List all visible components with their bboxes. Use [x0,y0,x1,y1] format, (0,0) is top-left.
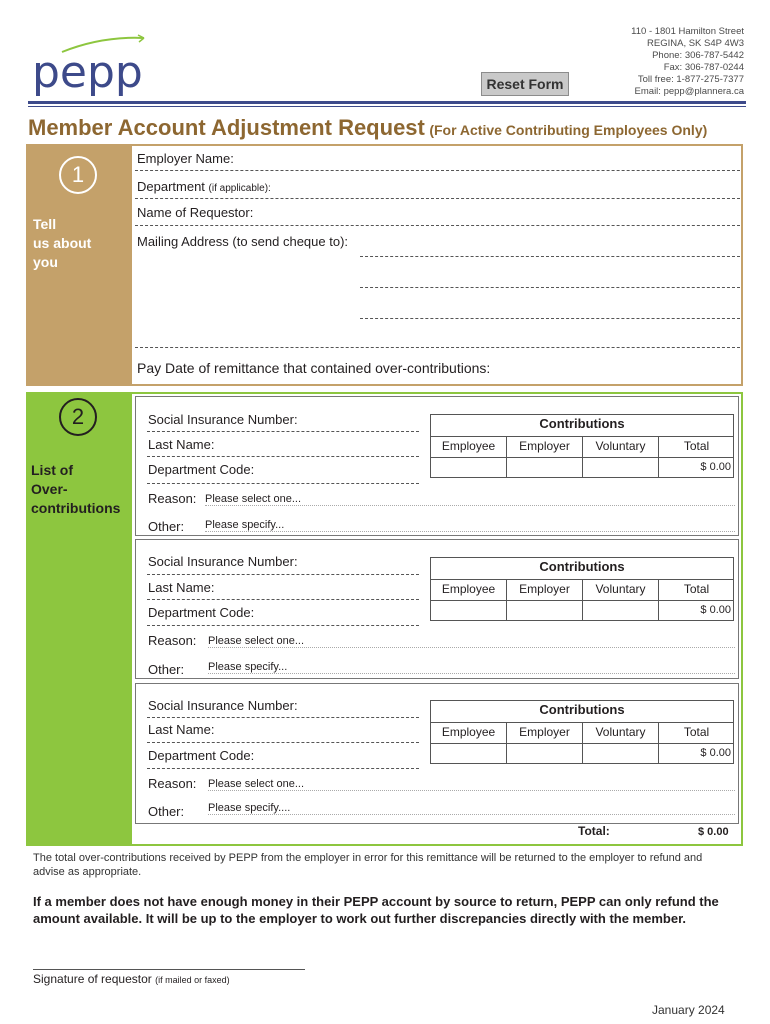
contributions-title: Contributions [539,559,625,574]
mailing-address-label: Mailing Address (to send cheque to): [137,234,349,249]
contact-address [631,26,744,98]
title-sub: (For Active Contributing Employees Only) [429,122,708,138]
pay-date-label: Pay Date of remittance that contained over-contributions: [137,360,491,376]
form-date: January 2024 [652,1003,725,1017]
sin-field[interactable] [147,574,419,575]
last-name-field[interactable] [147,599,419,600]
department-field[interactable] [135,198,740,199]
last-name-label: Last Name: [148,722,215,737]
col-total: Total [658,722,734,743]
grand-total-value: $ 0.00 [698,826,729,838]
pepp-logo [32,32,152,100]
col-total: Total [658,436,734,457]
employer-amount-input[interactable] [506,600,582,621]
reason-label: Reason: [148,491,197,506]
dept-code-field[interactable] [147,625,419,626]
employee-amount-input[interactable] [431,743,506,764]
dept-code-label: Department Code: [148,605,255,620]
dept-code-field[interactable] [147,483,419,484]
fax-line: Fax: 306-787-0244 [663,62,744,73]
reason-label: Reason: [148,776,197,791]
entry-total: $ 0.00 [658,600,734,621]
refund-note: The total over-contributions received by PEPP from the employer in error for this remittance will be returned to the employer to refund and advise as appropriate. [33,852,703,878]
mailing-address-line-2[interactable] [360,287,740,288]
sin-label: Social Insurance Number: [148,698,298,713]
signature-label: Signature of requestor (if mailed or faxed) [33,972,230,986]
col-total: Total [658,579,734,600]
reset-form-button[interactable]: Reset Form [481,72,569,96]
employer-amount-input[interactable] [506,743,582,764]
voluntary-amount-input[interactable] [582,600,658,621]
employer-name-label: Employer Name: [137,151,234,166]
last-name-field[interactable] [147,742,419,743]
sin-label: Social Insurance Number: [148,412,298,427]
header-divider-thin [28,106,746,107]
reason-label: Reason: [148,633,197,648]
reason-select[interactable]: Please select one... [208,778,735,791]
other-label: Other: [148,804,185,819]
last-name-field[interactable] [147,456,419,457]
sin-label: Social Insurance Number: [148,554,298,569]
voluntary-amount-input[interactable] [582,743,658,764]
dept-code-label: Department Code: [148,462,255,477]
department-label: Department (if applicable): [137,179,271,194]
dept-code-field[interactable] [147,768,419,769]
section-1-box [26,144,743,386]
other-input[interactable]: Please specify... [205,519,735,532]
header-divider [28,101,746,104]
section-1-divider [135,347,740,348]
employer-amount-input[interactable] [506,457,582,478]
mailing-address-line-3[interactable] [360,318,740,319]
requestor-label: Name of Requestor: [137,205,254,220]
other-label: Other: [148,519,185,534]
signature-line[interactable] [33,969,305,970]
contributions-table [430,414,734,478]
form-title [28,115,707,141]
grand-total-label: Total: [578,824,610,838]
reason-select[interactable]: Please select one... [208,635,735,648]
section-2-number: 2 [59,398,97,436]
dept-code-label: Department Code: [148,748,255,763]
address-line: 110 - 1801 Hamilton Street [631,26,744,37]
contributions-table [430,700,734,764]
entry-total: $ 0.00 [658,743,734,764]
toll-free-line: Toll free: 1-877-275-7377 [637,74,744,85]
col-employer: Employer [506,722,582,743]
address-line: REGINA, SK S4P 4W3 [647,38,744,49]
entry-total: $ 0.00 [658,457,734,478]
employee-amount-input[interactable] [431,457,506,478]
col-voluntary: Voluntary [582,436,658,457]
other-input[interactable]: Please specify... [208,661,735,674]
col-voluntary: Voluntary [582,579,658,600]
contributions-table [430,557,734,621]
section-1-number: 1 [59,156,97,194]
refund-warning: If a member does not have enough money in their PEPP account by source to return, PEPP can only refund the amount available. It will be up to the employer to work out further discrepancies directly with the member. [33,894,719,926]
phone-line: Phone: 306-787-5442 [652,50,744,61]
col-employer: Employer [506,436,582,457]
last-name-label: Last Name: [148,437,215,452]
mailing-address-line-1[interactable] [360,256,740,257]
col-employee: Employee [431,436,506,457]
col-voluntary: Voluntary [582,722,658,743]
contributions-title: Contributions [539,416,625,431]
voluntary-amount-input[interactable] [582,457,658,478]
employer-name-field[interactable] [135,170,740,171]
employee-amount-input[interactable] [431,600,506,621]
other-input[interactable]: Please specify.... [208,802,735,815]
other-label: Other: [148,662,185,677]
svg-text:pepp: pepp [32,47,143,98]
email-line: Email: pepp@plannera.ca [634,86,744,97]
sin-field[interactable] [147,717,419,718]
last-name-label: Last Name: [148,580,215,595]
contributions-title: Contributions [539,702,625,717]
requestor-field[interactable] [135,225,740,226]
col-employee: Employee [431,579,506,600]
section-2-label: List of Over- contributions [31,462,121,516]
reason-select[interactable]: Please select one... [205,493,735,506]
sin-field[interactable] [147,431,419,432]
col-employer: Employer [506,579,582,600]
col-employee: Employee [431,722,506,743]
title-main: Member Account Adjustment Request [28,115,425,140]
section-1-label: Tell us about you [33,216,92,270]
